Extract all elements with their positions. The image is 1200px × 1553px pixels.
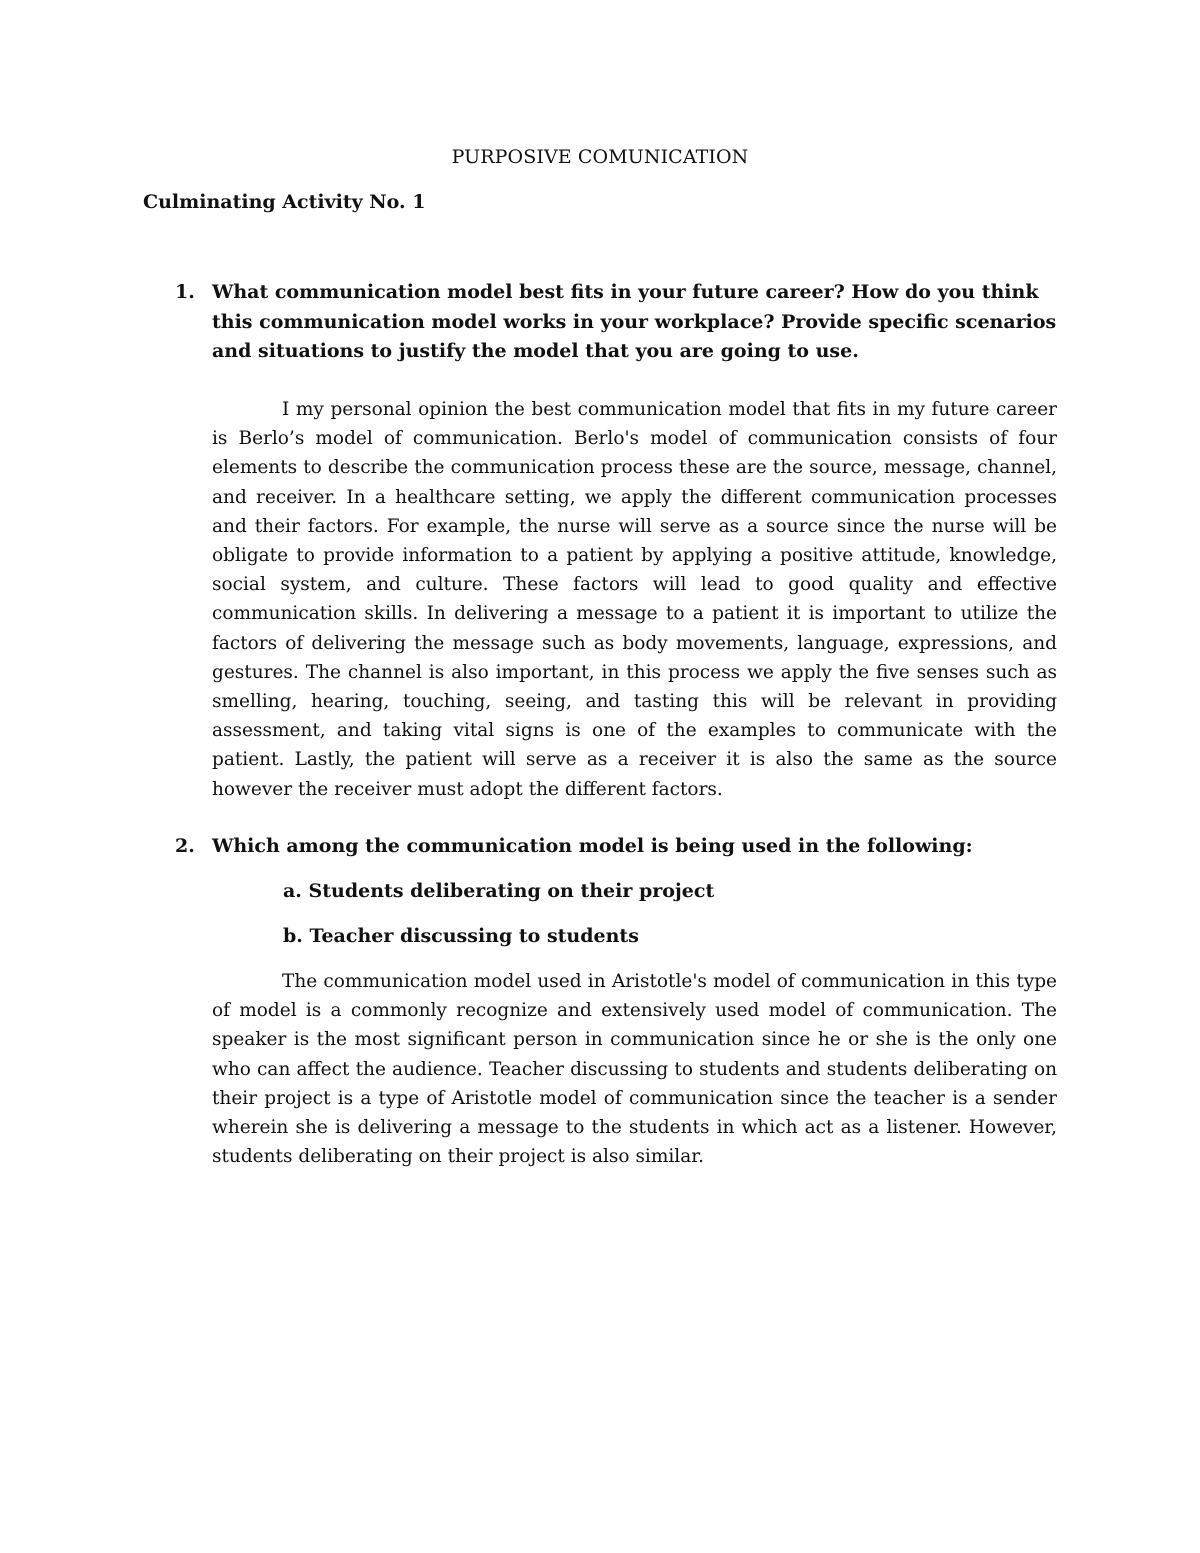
- question-1: [175, 278, 1065, 367]
- document-title: PURPOSIVE COMUNICATION: [451, 146, 749, 168]
- question-2: [175, 832, 1065, 862]
- question-2-text: Which among the communication model is being used in the following:: [212, 835, 973, 857]
- question-1-text: What communication model best fits in your future career? How do you think this communication model works in your workplace? Provide specific scenarios and situations to justify the model that you are going to use.: [212, 281, 1057, 362]
- answer-2-paragraph: The communication model used in Aristotle's model of communication in this type of model is a commonly recognize and extensively used model of communication. The speaker is the most significant person in communication since he or she is the only one who can affect the audience. Teacher discussing to students and students deliberating on their project is a type of Aristotle model of communication since the teacher is a sender wherein she is delivering a message to the students in which act as a listener. However, students deliberating on their project is also similar.: [212, 971, 1057, 1168]
- question-1-number: 1.: [175, 281, 195, 303]
- activity-subtitle: Culminating Activity No. 1: [143, 191, 426, 213]
- question-2-subitem-a: a. Students deliberating on their project: [283, 880, 715, 902]
- question-2-number: 2.: [175, 835, 195, 857]
- question-2-subitem-b: b. Teacher discussing to students: [283, 925, 639, 947]
- answer-1-paragraph: I my personal opinion the best communication model that fits in my future career is Berlo’s model of communication. Berlo's model of communication consists of four elements to describe the communication process these are the source, message, channel, and receiver. In a healthcare setting, we apply the different communication processes and their factors. For example, the nurse will serve as a source since the nurse will be obligate to provide information to a patient by applying a positive attitude, knowledge, social system, and culture. These factors will lead to good quality and effective communication skills. In delivering a message to a patient it is important to utilize the factors of delivering the message such as body movements, language, expressions, and gestures. The channel is also important, in this process we apply the five senses such as smelling, hearing, touching, seeing, and tasting this will be relevant in providing assessment, and taking vital signs is one of the examples to communicate with the patient. Lastly, the patient will serve as a receiver it is also the same as the source however the receiver must adopt the different factors.: [212, 399, 1057, 800]
